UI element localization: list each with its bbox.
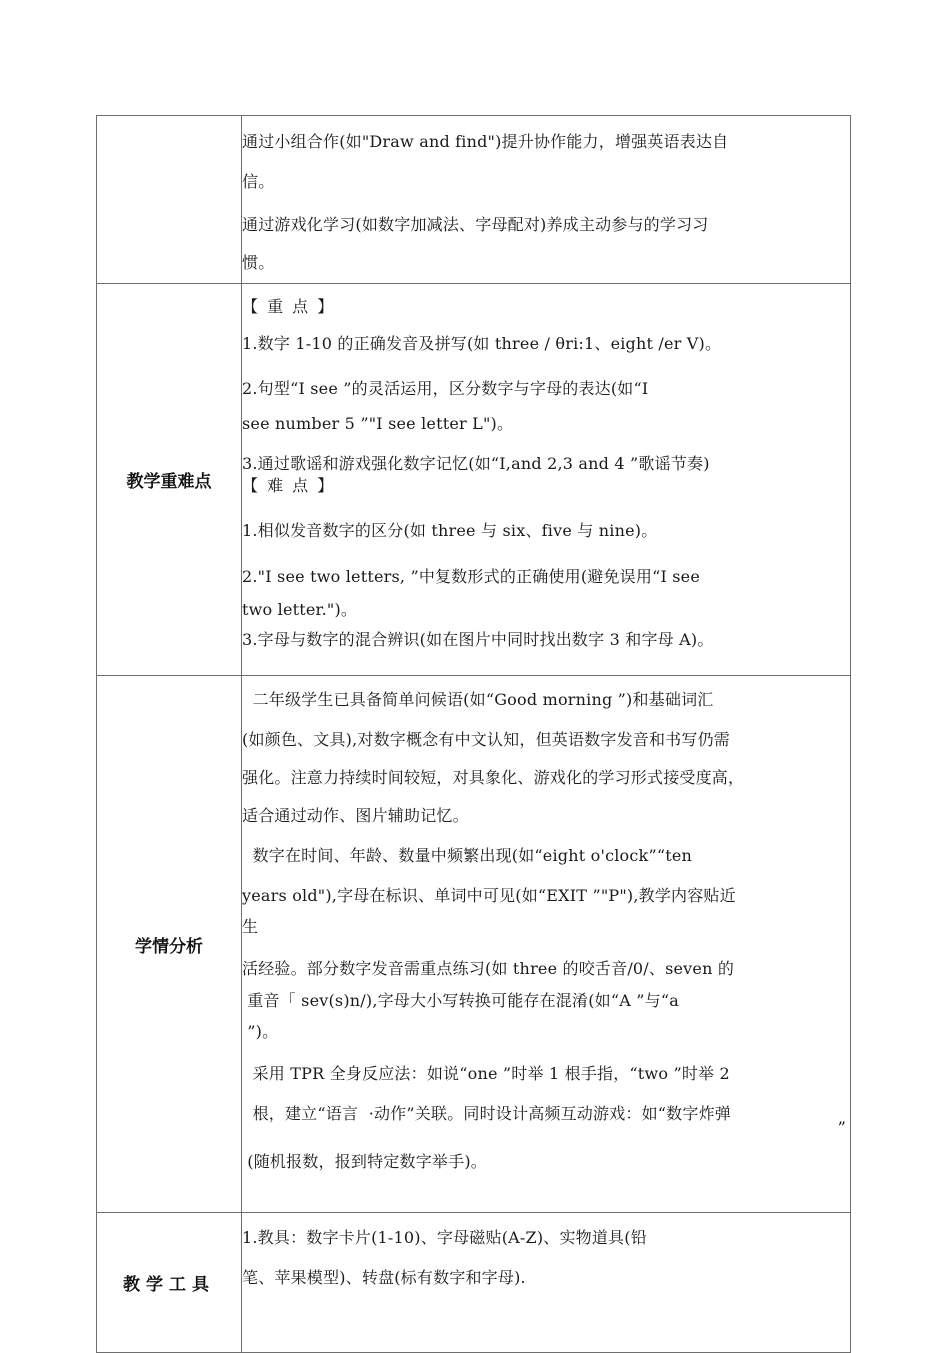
text-line: 采用 TPR 全身反应法：如说“one ”时举 1 根手指，“two ”时举 2 <box>242 1064 730 1083</box>
text-line: (随机报数，报到特定数字举手)。 <box>242 1152 487 1171</box>
table-row <box>97 1213 851 1353</box>
row-content <box>242 1213 851 1353</box>
row-content <box>242 676 851 1213</box>
key-point-item: 1.数字 1-10 的正确发音及拼写(如 three / θri:1、eight /er V)。 <box>242 334 722 353</box>
text-line: years old"),字母在标识、单词中可见(如“EXIT ”"P"),教学内容贴近 <box>242 886 736 905</box>
difficult-point-item: two letter.")。 <box>242 600 358 619</box>
text-line: 笔、苹果模型)、转盘(标有数字和字母). <box>242 1268 526 1287</box>
row-label-learner-analysis: 学情分析 <box>97 676 242 1213</box>
key-points-heading: 【 重 点 】 <box>242 297 336 316</box>
table-row <box>97 676 851 1213</box>
text-line: ”)。 <box>242 1022 279 1041</box>
text-line: 通过游戏化学习(如数字加减法、字母配对)养成主动参与的学习习 <box>242 215 709 234</box>
row-content <box>242 116 851 284</box>
key-point-item: 3.通过歌谣和游戏强化数字记忆(如“I,and 2,3 and 4 ”歌谣节奏) <box>242 454 710 473</box>
text-line: 信。 <box>242 172 275 191</box>
row-label-key-difficult: 教学重难点 <box>97 284 242 676</box>
key-point-item: see number 5 ”"I see letter L")。 <box>242 414 514 433</box>
table-row <box>97 116 851 284</box>
text-line: ” <box>837 1118 846 1137</box>
difficult-point-item: 1.相似发音数字的区分(如 three 与 six、five 与 nine)。 <box>242 521 658 540</box>
row-label <box>97 116 242 284</box>
key-point-item: 2.句型“I see ”的灵活运用，区分数字与字母的表达(如“I <box>242 379 649 398</box>
difficult-points-heading: 【 难 点 】 <box>242 476 336 495</box>
text-line: 活经验。部分数字发音需重点练习(如 three 的咬舌音/0/、seven 的 <box>242 959 735 978</box>
lesson-plan-table <box>96 115 851 1353</box>
text-line: 1.教具：数字卡片(1-10)、字母磁贴(A-Z)、实物道具(铅 <box>242 1228 647 1247</box>
difficult-point-item: 3.字母与数字的混合辨识(如在图片中同时找出数字 3 和字母 A)。 <box>242 630 714 649</box>
text-line: 二年级学生已具备简单问候语(如“Good morning ”)和基础词汇 <box>242 690 714 709</box>
text-line: (如颜色、文具),对数字概念有中文认知，但英语数字发音和书写仍需 <box>242 730 730 749</box>
row-label-teaching-tools: 教学工具 <box>97 1213 242 1353</box>
row-content <box>242 284 851 676</box>
text-line: 重音「 sev(s)n/),字母大小写转换可能存在混淆(如“A ”与“a <box>242 991 679 1010</box>
text-line: 数字在时间、年龄、数量中频繁出现(如“eight o'clock”“ten <box>242 846 693 865</box>
difficult-point-item: 2."I see two letters, ”中复数形式的正确使用(避免误用“I see <box>242 567 701 586</box>
text-line: 根，建立“语言 ·动作”关联。同时设计高频互动游戏：如“数字炸弹 <box>242 1104 731 1123</box>
text-line: 惯。 <box>242 253 275 272</box>
text-line: 通过小组合作(如"Draw and find")提升协作能力，增强英语表达自 <box>242 132 729 151</box>
table-row <box>97 284 851 676</box>
text-line: 适合通过动作、图片辅助记忆。 <box>242 806 469 825</box>
text-line: 强化。注意力持续时间较短，对具象化、游戏化的学习形式接受度高， <box>242 768 745 787</box>
text-line: 生 <box>242 917 259 936</box>
